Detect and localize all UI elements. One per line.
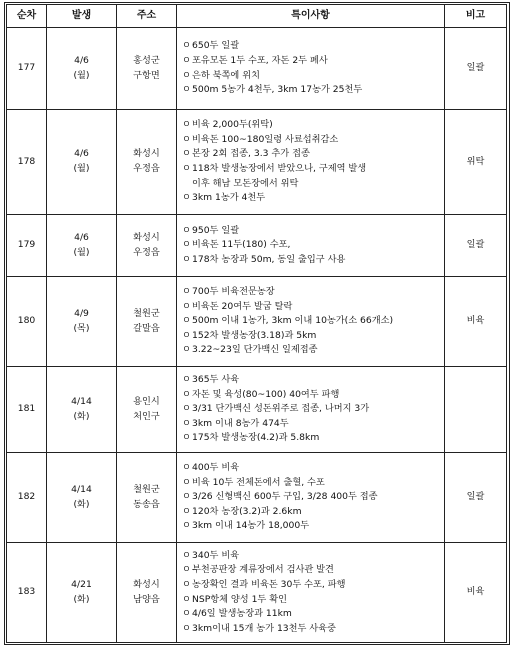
seq-value: 178	[17, 155, 36, 167]
note-line	[182, 607, 442, 622]
date-value: 4/14	[71, 483, 92, 495]
note-text: 3km이내 15개 농가 13천두 사육중	[192, 622, 336, 634]
note-text: 340두 비육	[192, 549, 240, 561]
seq-cell	[7, 543, 47, 643]
address-town: 구항면	[133, 69, 160, 81]
outbreak-table-container	[6, 4, 507, 643]
notes-cell	[177, 277, 445, 367]
table-row	[7, 543, 507, 643]
note-text: 178차 농장과 50m, 동일 출입구 사용	[192, 253, 346, 265]
note-line	[182, 253, 442, 268]
table-body	[7, 28, 507, 643]
note-line	[182, 314, 442, 329]
note-bullet: ㅇ	[182, 593, 191, 605]
note-bullet: ㅇ	[182, 432, 191, 444]
address-county: 홍성군	[133, 54, 160, 66]
table-row	[7, 453, 507, 543]
note-text: 500m 5농가 4천두, 3km 17농가 25천두	[192, 84, 363, 96]
address-cell	[117, 277, 177, 367]
address-county: 화성시	[133, 578, 160, 590]
seq-cell	[7, 110, 47, 215]
note-line	[182, 519, 442, 534]
note-line	[182, 39, 442, 54]
date-cell	[47, 543, 117, 643]
date-value: 4/6	[74, 231, 89, 243]
notes-cell	[177, 367, 445, 453]
date-value: 4/6	[74, 148, 89, 160]
address-cell	[117, 453, 177, 543]
table-row	[7, 28, 507, 110]
note-text: 비육 10두 전체돈에서 출혈, 수포	[192, 476, 325, 488]
day-value: (월)	[73, 163, 90, 174]
note-bullet: ㅇ	[182, 403, 191, 415]
note-text: 950두 일괄	[192, 224, 240, 236]
address-county: 철원군	[133, 307, 160, 319]
note-text: NSP항체 양성 1두 확인	[192, 593, 287, 605]
note-bullet: ㅇ	[182, 253, 191, 265]
note-text: 3/31 단가백신 성돈위주로 접종, 나머지 3가	[192, 403, 370, 415]
header-row	[7, 5, 507, 28]
date-cell	[47, 367, 117, 453]
note-line	[182, 238, 442, 253]
table-row	[7, 277, 507, 367]
seq-cell	[7, 215, 47, 277]
note-bullet: ㅇ	[182, 608, 191, 620]
day-value: (화)	[73, 593, 90, 605]
address-town: 갈말읍	[133, 322, 160, 334]
address-town: 우정읍	[133, 246, 160, 258]
note-bullet: ㅇ	[182, 344, 191, 356]
note-bullet: ㅇ	[182, 578, 191, 590]
day-value: (월)	[73, 69, 90, 81]
note-bullet: ㅇ	[182, 505, 191, 517]
note-bullet: ㅇ	[182, 388, 191, 400]
note-text: 400두 비육	[192, 462, 240, 474]
date-cell	[47, 215, 117, 277]
address-county: 화성시	[133, 148, 160, 160]
remark-cell	[445, 215, 507, 277]
note-text: 비육돈 100~180일령 사료섭취감소	[192, 133, 339, 145]
table-row	[7, 367, 507, 453]
note-line	[182, 54, 442, 69]
address-town: 동송읍	[133, 498, 160, 510]
seq-cell	[7, 367, 47, 453]
note-text: 비육 2,000두(위탁)	[192, 119, 273, 131]
seq-value: 180	[17, 315, 36, 327]
remark-value: 일괄	[466, 62, 485, 74]
remark-cell	[445, 453, 507, 543]
note-line	[182, 578, 442, 593]
note-text: 650두 일괄	[192, 40, 240, 52]
note-bullet: ㅇ	[182, 163, 191, 174]
note-line	[182, 133, 442, 148]
note-line	[182, 147, 442, 162]
table-row	[7, 215, 507, 277]
note-bullet: ㅇ	[182, 417, 191, 429]
address-county: 화성시	[133, 231, 160, 243]
note-text: 3/26 신형백신 600두 구입, 3/28 400두 접종	[192, 491, 378, 503]
note-text: 500m 이내 1농가, 3km 이내 10농가(소 66개소)	[192, 315, 394, 327]
note-bullet: ㅇ	[182, 315, 191, 327]
remark-cell	[445, 367, 507, 453]
notes-cell	[177, 110, 445, 215]
note-line	[182, 300, 442, 315]
seq-value: 179	[17, 239, 36, 251]
note-line	[182, 563, 442, 578]
note-bullet: ㅇ	[182, 300, 191, 312]
note-text: 본장 2회 접종, 3.3 추가 접종	[192, 148, 310, 160]
remark-value: 비육	[466, 315, 485, 327]
note-text: 3km 1농가 4천두	[192, 192, 266, 204]
note-line	[182, 191, 442, 206]
note-text: 175차 발생농장(4.2)과 5.8km	[192, 432, 320, 444]
remark-value: 일괄	[466, 239, 485, 251]
note-bullet: ㅇ	[182, 224, 191, 236]
note-line	[182, 177, 442, 192]
note-text: 152차 발생농장(3.18)과 5km	[192, 329, 317, 341]
note-line	[182, 69, 442, 84]
remark-cell	[445, 543, 507, 643]
day-value: (목)	[73, 322, 90, 334]
note-text: 비육돈 20여두 발굽 탈락	[192, 300, 293, 312]
header-notes: 특이사항	[177, 5, 445, 28]
date-value: 4/21	[71, 578, 92, 590]
note-line	[182, 83, 442, 98]
notes-cell	[177, 28, 445, 110]
day-value: (월)	[73, 246, 90, 258]
note-text: 3km 이내 8농가 474두	[192, 417, 289, 429]
date-value: 4/14	[71, 395, 92, 407]
note-text: 비육돈 11두(180) 수포,	[192, 239, 291, 251]
note-line	[182, 461, 442, 476]
note-bullet: ㅇ	[182, 564, 191, 576]
remark-value: 위탁	[466, 155, 485, 167]
remark-value: 일괄	[466, 491, 485, 503]
remark-value: 비육	[466, 586, 485, 598]
note-line	[182, 118, 442, 133]
note-text: 4/6일 발생농장과 11km	[192, 608, 292, 620]
note-line	[182, 417, 442, 432]
note-line	[182, 224, 442, 239]
note-line	[182, 388, 442, 403]
seq-value: 182	[17, 491, 36, 503]
notes-cell	[177, 215, 445, 277]
note-bullet: ㅇ	[182, 133, 191, 145]
note-line	[182, 431, 442, 446]
note-text: 365두 사육	[192, 374, 240, 386]
note-line	[182, 476, 442, 491]
note-line	[182, 549, 442, 564]
note-bullet: ㅇ	[182, 239, 191, 251]
notes-cell	[177, 543, 445, 643]
note-bullet: ㅇ	[182, 622, 191, 634]
note-text: 포유모돈 1두 수포, 자돈 2두 폐사	[192, 54, 328, 66]
header-date: 발생	[47, 5, 117, 28]
address-cell	[117, 367, 177, 453]
header-address: 주소	[117, 5, 177, 28]
note-line	[182, 373, 442, 388]
note-text: 120차 농장(3.2)과 2.6km	[192, 505, 302, 517]
note-bullet: ㅇ	[182, 84, 191, 96]
address-town: 남양읍	[133, 593, 160, 605]
note-bullet: ㅇ	[182, 491, 191, 503]
note-line	[182, 285, 442, 300]
note-bullet: ㅇ	[182, 374, 191, 386]
note-line	[182, 593, 442, 608]
note-bullet: ㅇ	[182, 520, 191, 532]
note-line	[182, 490, 442, 505]
note-bullet: ㅇ	[182, 462, 191, 474]
address-town: 우정읍	[133, 163, 160, 174]
note-line	[182, 329, 442, 344]
address-cell	[117, 543, 177, 643]
note-line	[182, 343, 442, 358]
note-bullet: ㅇ	[182, 148, 191, 160]
day-value: (화)	[73, 410, 90, 422]
note-bullet: ㅇ	[182, 549, 191, 561]
note-text: 은하 북쪽에 위치	[192, 69, 260, 81]
date-cell	[47, 277, 117, 367]
date-cell	[47, 28, 117, 110]
seq-cell	[7, 28, 47, 110]
note-text: 농장확인 결과 비육돈 30두 수포, 파행	[192, 578, 346, 590]
seq-value: 177	[17, 62, 36, 74]
note-text: 부천공판장 계류장에서 검사관 발견	[192, 564, 334, 576]
date-value: 4/9	[74, 307, 89, 319]
note-bullet: ㅇ	[182, 69, 191, 81]
header-remark: 비고	[445, 5, 507, 28]
note-bullet: ㅇ	[182, 192, 191, 204]
note-bullet: ㅇ	[182, 119, 191, 131]
notes-cell	[177, 453, 445, 543]
seq-value: 183	[17, 586, 36, 598]
day-value: (화)	[73, 498, 90, 510]
note-text: 3km 이내 14농가 18,000두	[192, 520, 310, 532]
note-text: 이후 해남 모돈장에서 위탁	[192, 177, 299, 189]
note-line	[182, 162, 442, 177]
address-cell	[117, 110, 177, 215]
table-row	[7, 110, 507, 215]
note-text: 3.22~23일 단가백신 일제접종	[192, 344, 318, 356]
header-seq: 순차	[7, 5, 47, 28]
seq-value: 181	[17, 403, 36, 415]
address-county: 철원군	[133, 483, 160, 495]
note-bullet: ㅇ	[182, 54, 191, 66]
note-line	[182, 505, 442, 520]
address-cell	[117, 215, 177, 277]
seq-cell	[7, 453, 47, 543]
outbreak-table	[6, 4, 507, 643]
note-bullet: ㅇ	[182, 329, 191, 341]
address-town: 처인구	[133, 410, 160, 422]
note-bullet: ㅇ	[182, 286, 191, 298]
date-cell	[47, 453, 117, 543]
note-line	[182, 622, 442, 637]
remark-cell	[445, 277, 507, 367]
note-bullet: ㅇ	[182, 476, 191, 488]
note-text: 700두 비육전문농장	[192, 286, 275, 298]
date-cell	[47, 110, 117, 215]
note-line	[182, 402, 442, 417]
note-bullet: ㅇ	[182, 40, 191, 52]
note-text: 자돈 및 육성(80~100) 40여두 파행	[192, 388, 340, 400]
seq-cell	[7, 277, 47, 367]
date-value: 4/6	[74, 54, 89, 66]
address-county: 용인시	[133, 395, 160, 407]
remark-cell	[445, 28, 507, 110]
address-cell	[117, 28, 177, 110]
remark-cell	[445, 110, 507, 215]
note-text: 118차 발생농장에서 받았으나, 구제역 발생	[192, 163, 367, 174]
